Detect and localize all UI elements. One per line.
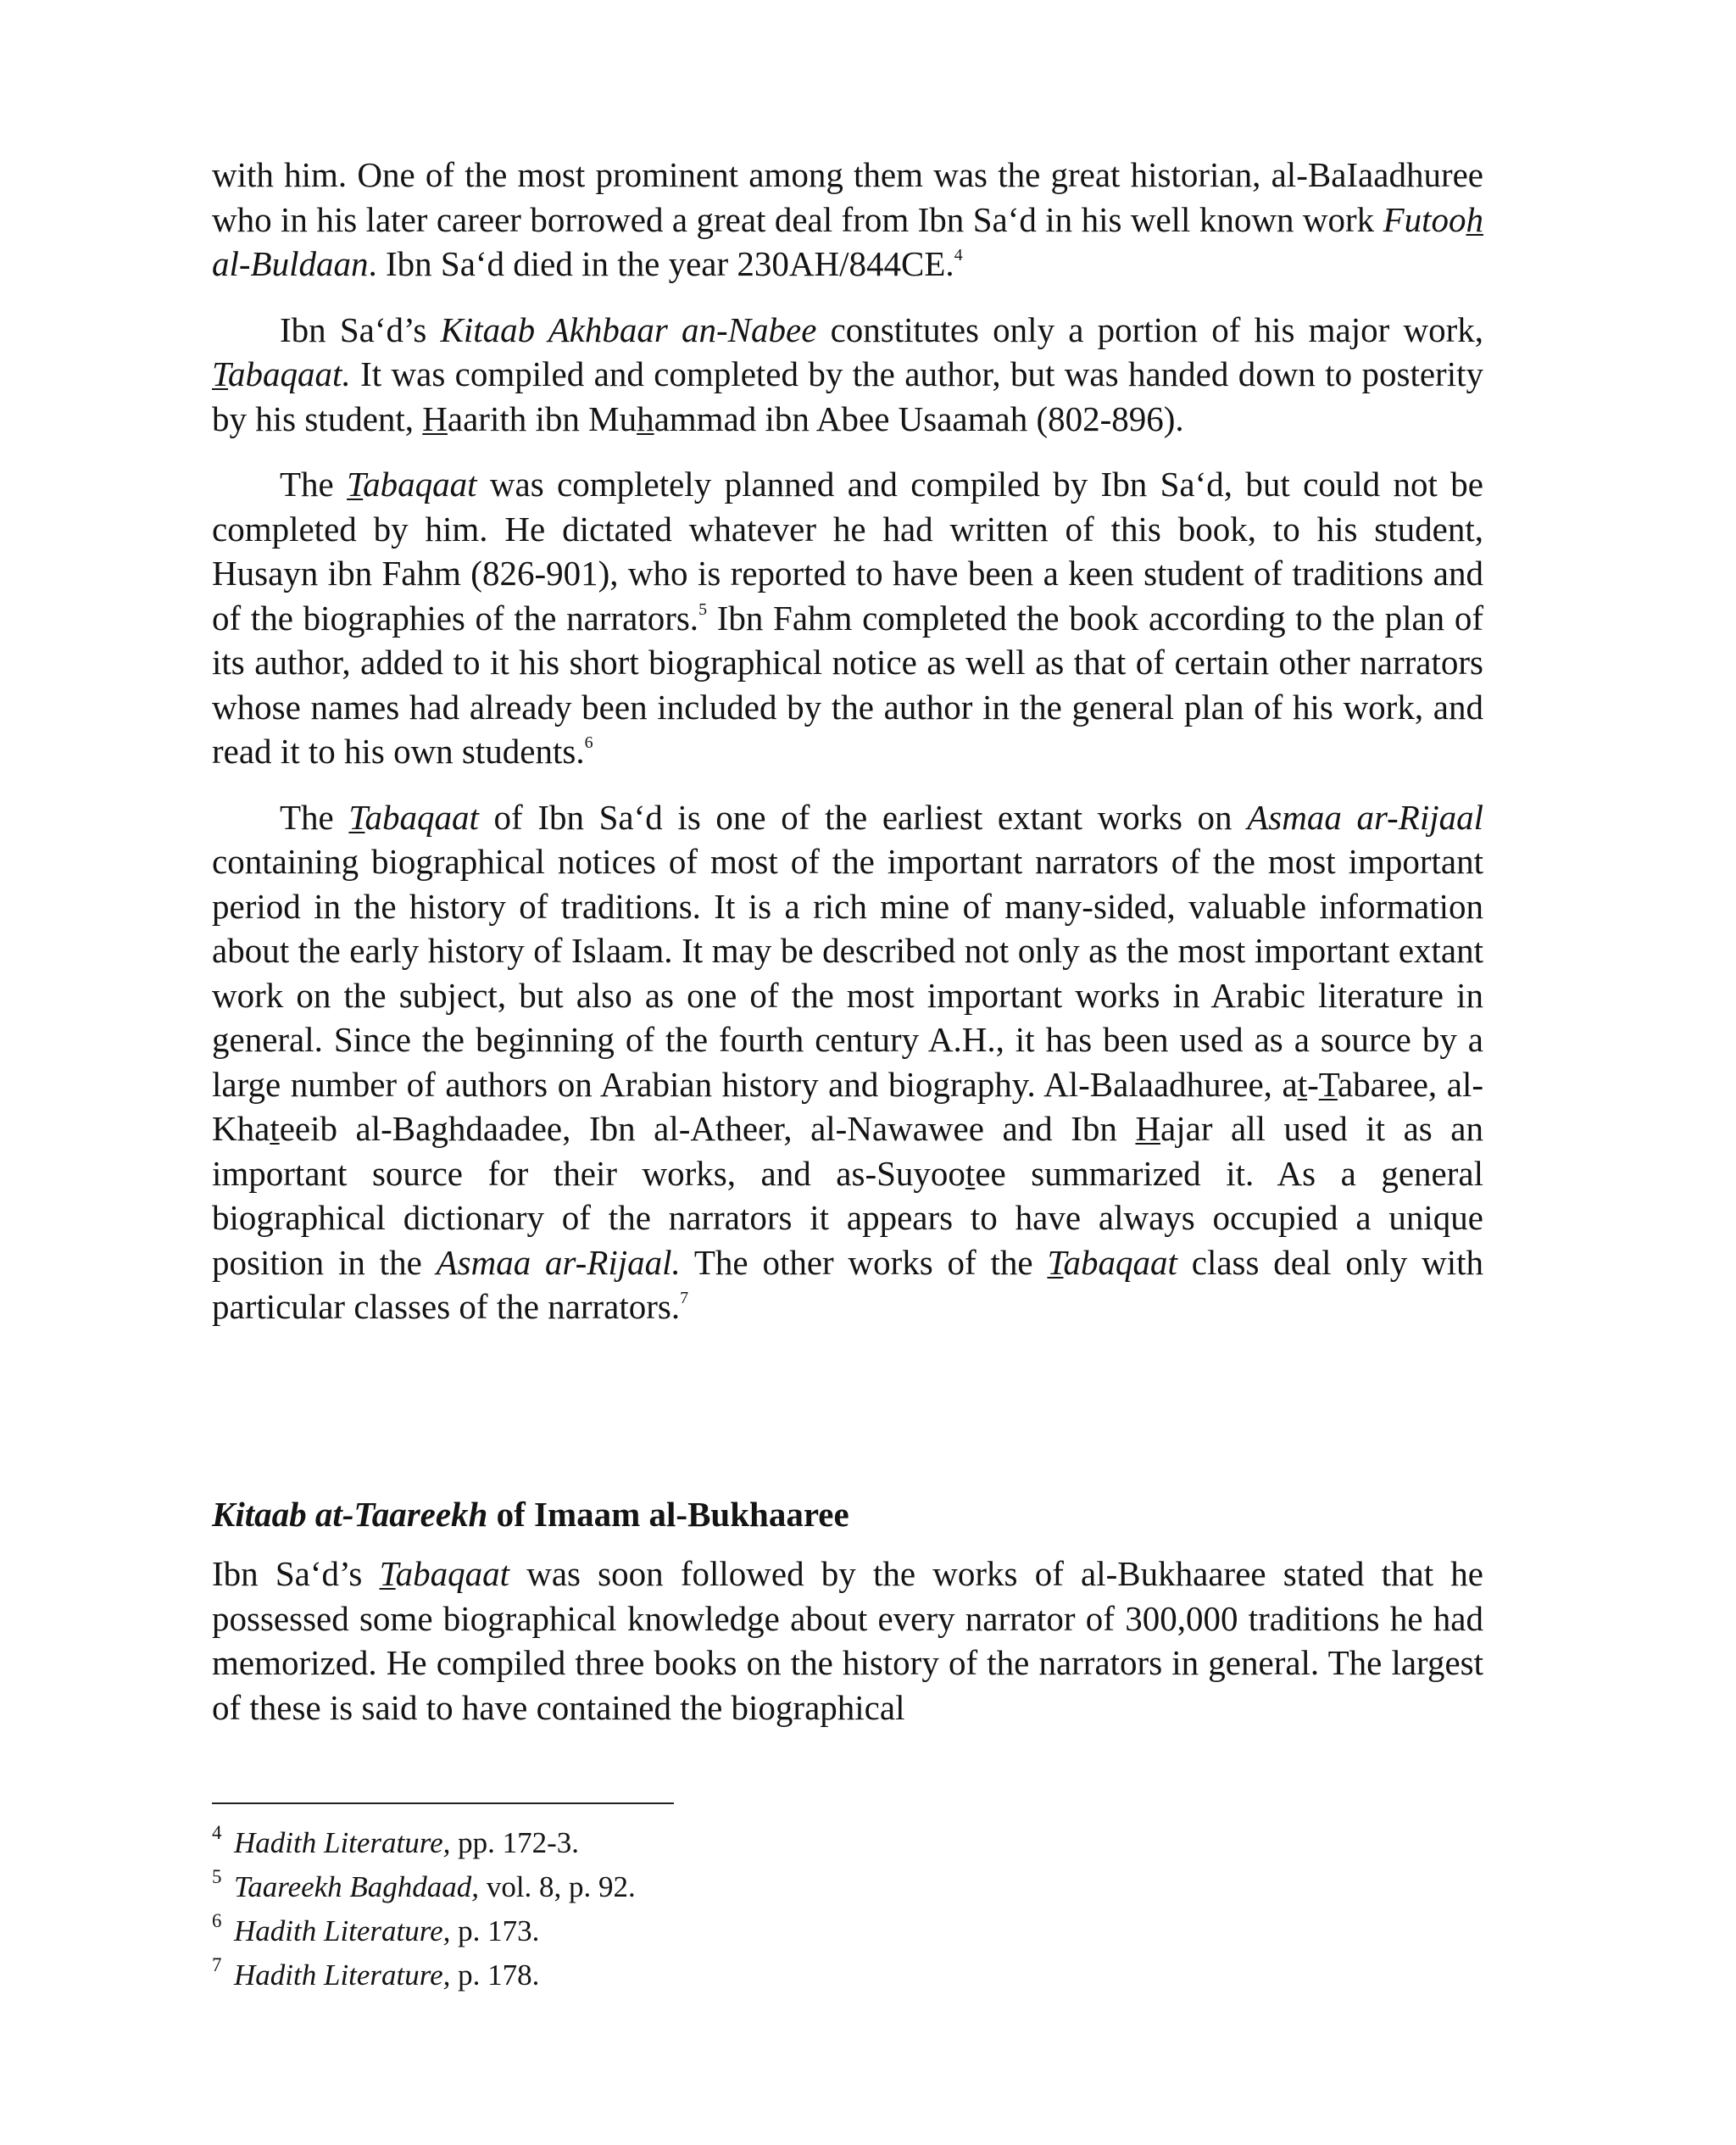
text: ammad ibn Abee Usaamah (802-896).	[654, 398, 1184, 438]
text: Ibn Sa‘d’s	[212, 1554, 380, 1593]
paragraph-2	[212, 308, 1483, 442]
underlined-letter: T	[212, 354, 229, 393]
section-body	[212, 1552, 1483, 1751]
footnote-text: pp. 172-3.	[450, 1826, 580, 1859]
text: . Ibn Sa‘d died in the year 230AH/844CE.	[368, 244, 954, 283]
footnote-title: Hadith Literature,	[234, 1826, 451, 1859]
text: ajar all used it as an important source for their works, and as-Suyoo	[212, 1109, 1483, 1193]
footnote-number: 4	[212, 1822, 222, 1843]
text: It was compiled and completed by the author, but was handed down to posterity by his student,	[212, 354, 1483, 438]
page-body	[212, 153, 1484, 1727]
footnote-ref: 5	[698, 599, 708, 619]
underlined-letter: t	[965, 1153, 976, 1193]
text: The	[280, 797, 349, 837]
underlined-letter: t	[1297, 1064, 1308, 1104]
italic-title: Asmaa ar-Rijaal.	[436, 1242, 681, 1282]
underlined-letter: T	[379, 1554, 396, 1593]
underlined-letter: t	[270, 1109, 280, 1148]
footnote-ref: 7	[680, 1289, 689, 1307]
underlined-letter: H	[422, 398, 448, 438]
underlined-letter: h	[637, 398, 654, 438]
text: al-Buldaan	[212, 244, 369, 283]
text: The	[280, 465, 348, 504]
section-heading	[212, 1492, 849, 1537]
paragraph-5	[212, 1552, 1483, 1730]
footnotes	[212, 1821, 975, 1997]
heading-italic: Kitaab at-Taareekh	[212, 1495, 488, 1534]
underlined-letter: H	[1135, 1109, 1161, 1148]
italic-title	[1047, 1243, 1177, 1282]
footnote-7	[212, 1953, 975, 1997]
text: containing biographical notices of most of the important narrators of the most important period in the history of traditions. It is a rich mine of many-sided, valuable information about the early history of Islaam. It may be described not only as the most important extant work on the subject, but also as one of the most important works in Arabic literature in general. Since the beginning of the fourth century A.H., it has been used as a source by a large number of authors on Arabian history and biography. Al-Balaadhuree, a	[212, 842, 1483, 1104]
underlined-letter: T	[1318, 1064, 1338, 1104]
text: ee summarized it. As a general biographical dictionary of the narrators it appears to have always occupied a unique position in the	[212, 1153, 1483, 1282]
footnote-number: 5	[212, 1866, 222, 1887]
paragraph-4	[212, 795, 1483, 1329]
text: -	[1307, 1064, 1319, 1104]
footnote-number: 7	[212, 1954, 222, 1975]
footnote-5	[212, 1865, 975, 1909]
text: abaqaat	[395, 1554, 510, 1593]
text: Futoo	[1383, 199, 1466, 239]
footnote-text: p. 178.	[450, 1958, 540, 1992]
footnote-ref: 4	[954, 246, 963, 265]
text: constitutes only a portion of his major work,	[816, 309, 1484, 349]
underlined-letter: h	[1466, 199, 1483, 239]
footnote-title: Hadith Literature,	[234, 1914, 451, 1947]
footnote-ref: 6	[584, 733, 593, 752]
text: was completely planned and compiled by Ibn Sa‘d, but could not be completed by him. He dictated whatever he had written of this book, to his student, Husayn ibn Fahm (826-901), who is reported to have been a keen student of traditions and of the biographies of the narrators.	[212, 465, 1483, 638]
text: aarith ibn Mu	[447, 398, 637, 438]
italic-title	[380, 1554, 509, 1593]
footnote-title: Taareekh Baghdaad,	[234, 1870, 480, 1903]
text: class deal only with particular classes of the narrators.	[212, 1242, 1483, 1326]
text: abaqaat	[1063, 1242, 1177, 1282]
text: abaree, al-Kha	[212, 1064, 1484, 1148]
italic-title	[347, 465, 476, 504]
text: Ibn Fahm completed the book according to the plan of its author, added to it his short biographical notice as well as that of certain other narrators whose names had already been included by the author in the general plan of his work, and read it to his own students.	[212, 598, 1483, 771]
footnote-divider	[212, 1802, 674, 1804]
heading-text: of Imaam al-Bukhaaree	[487, 1495, 849, 1534]
text: of Ibn Sa‘d is one of the earliest extant works on	[478, 797, 1248, 837]
paragraph-1	[212, 153, 1483, 287]
footnote-4	[212, 1821, 975, 1865]
italic-title: Kitaab Akhbaar an-Nabee	[440, 309, 817, 349]
text: abaqaat	[364, 797, 479, 837]
underlined-letter: T	[348, 797, 365, 837]
italic-title	[212, 354, 351, 393]
paragraph-3	[212, 462, 1483, 774]
text: abaqaat.	[228, 354, 351, 393]
footnote-text: p. 173.	[450, 1914, 540, 1947]
footnote-title: Hadith Literature,	[234, 1958, 451, 1992]
italic-title	[348, 798, 478, 837]
text: with him. One of the most prominent among them was the great historian, al-BaIaadhuree who in his later career borrowed a great deal from Ibn Sa‘d in his well known work	[212, 155, 1483, 239]
text: abaqaat	[363, 465, 477, 504]
underlined-letter: T	[1047, 1242, 1064, 1282]
footnote-number: 6	[212, 1910, 222, 1931]
text: was soon followed by the works of al-Bukhaaree stated that he possessed some biographical knowledge about every narrator of 300,000 traditions he had memorized. He compiled three books on the history of the narrators in general. The largest of these is said to have contained the biographical	[212, 1554, 1484, 1727]
text: eeib al-Baghdaadee, Ibn al-Atheer, al-Nawawee and Ibn	[279, 1109, 1136, 1148]
text: Ibn Sa‘d’s	[280, 309, 441, 349]
underlined-letter: T	[347, 465, 364, 504]
footnote-6	[212, 1909, 975, 1953]
italic-title: Asmaa ar-Rijaal	[1247, 797, 1483, 837]
footnote-text: vol. 8, p. 92.	[479, 1870, 636, 1903]
text: The other works of the	[680, 1242, 1048, 1282]
